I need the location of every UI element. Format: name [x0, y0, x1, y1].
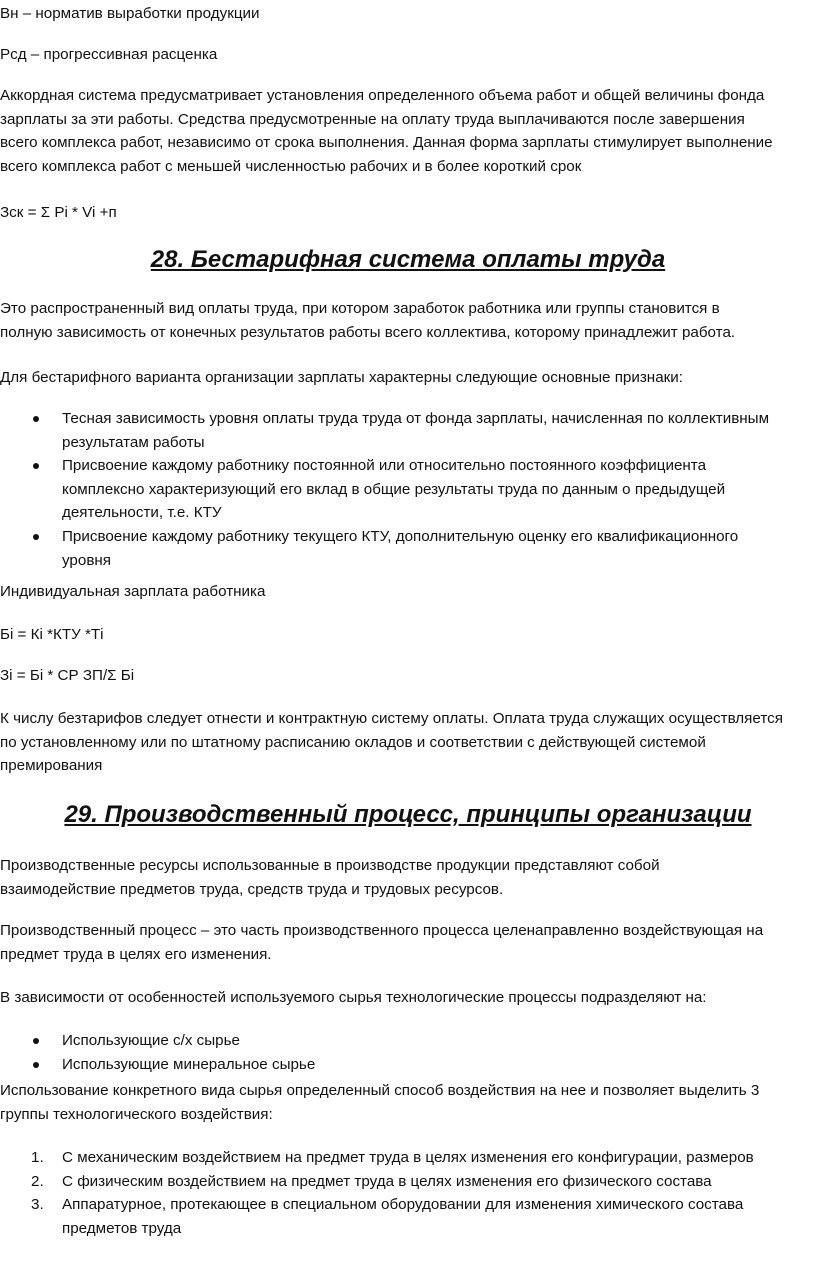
text-line: полную зависимость от конечных результатов работы всего коллектива, которому принадлежит работа. — [0, 323, 736, 341]
features-list — [0, 407, 816, 572]
heading-section-28: 28. Бестарифная система оплаты труда — [150, 246, 666, 273]
text-line: результатам работы — [62, 433, 205, 451]
text-line: Это распространенный вид оплаты труда, при котором заработок работника или группы становится в — [0, 300, 720, 317]
paragraph-features-intro: Для бестарифного варианта организации зарплаты характерны следующие основные признаки: — [0, 369, 683, 386]
text-line: предмет труда в целях его изменения. — [0, 945, 272, 963]
paragraph-accord-system — [0, 84, 812, 178]
list-item — [0, 1053, 816, 1077]
list-item — [0, 1170, 816, 1194]
list-item — [0, 407, 816, 454]
text-line: Производственный процесс – это часть производственного процесса целенаправленно воздействующая на — [0, 922, 764, 939]
bullet-icon — [33, 1038, 39, 1044]
text-line: С физическим воздействием на предмет труда в целях изменения его физического состава — [62, 1172, 712, 1190]
list-item — [0, 1193, 816, 1240]
paragraph-rsd: Рсд – прогрессивная расценка — [0, 46, 218, 63]
bullet-icon — [33, 534, 39, 540]
text-line: Производственные ресурсы использованные в производстве продукции представляют собой — [0, 857, 660, 874]
text-line: всего комплекса работ с меньшей численностью рабочих и в более короткий срок — [0, 157, 582, 175]
text-line: уровня — [62, 551, 111, 569]
formula-zi: Зi = Бi * СР ЗП/Σ Бi — [0, 667, 135, 684]
text-line: Тесная зависимость уровня оплаты труда труда от фонда зарплаты, начисленная по коллективным — [62, 410, 770, 427]
list-number: 3. — [31, 1196, 44, 1214]
text-line: С механическим воздействием на предмет труда в целях изменения его конфигурации, размеров — [62, 1149, 754, 1166]
paragraph-definition — [0, 297, 812, 344]
text-line: Аккордная система предусматривает установления определенного объема работ и общей величины фонда — [0, 87, 765, 104]
list-item — [0, 525, 816, 572]
list-item — [0, 1146, 816, 1170]
impact-groups-list — [0, 1146, 816, 1240]
list-number: 1. — [31, 1149, 44, 1166]
paragraph-resources — [0, 854, 812, 901]
text-line: Использующие минеральное сырье — [62, 1055, 316, 1073]
text-line: зарплаты за эти работы. Средства предусмотренные на оплату труда выплачиваются после завершения — [0, 110, 745, 128]
text-line: взаимодействие предметов труда, средств труда и трудовых ресурсов. — [0, 880, 504, 898]
list-number: 2. — [31, 1172, 44, 1190]
text-line: всего комплекса работ, независимо от срока выполнения. Данная форма зарплаты стимулирует выполнение — [0, 134, 773, 152]
bullet-icon — [33, 463, 39, 469]
paragraph-classification-intro: В зависимости от особенностей используемого сырья технологические процессы подразделяют на: — [0, 989, 707, 1006]
bullet-icon — [33, 1062, 39, 1068]
text-line: Присвоение каждому работнику постоянной или относительно постоянного коэффициента — [62, 457, 707, 475]
paragraph-individual-pay: Индивидуальная зарплата работника — [0, 583, 266, 600]
text-line: Использование конкретного вида сырья определенный способ воздействия на нее и позволяет выделить 3 — [0, 1082, 760, 1099]
text-line: комплексно характеризующий его вклад в общие результаты труда по данным о предыдущей — [62, 480, 726, 498]
text-line: премирования — [0, 757, 103, 775]
text-line: деятельности, т.е. КТУ — [62, 504, 222, 522]
text-line: предметов труда — [62, 1219, 182, 1237]
paragraph-contract-system — [0, 707, 812, 778]
formula-zsk: Зск = Σ Pi * Vi +п — [0, 204, 117, 221]
text-line: Присвоение каждому работнику текущего КТУ, дополнительную оценку его квалификационного — [62, 527, 739, 545]
paragraph-impact-groups — [0, 1079, 812, 1126]
text-line: по установленному или по штатному расписанию окладов и соответствии с действующей системой — [0, 733, 706, 751]
raw-material-list — [0, 1029, 816, 1076]
text-line: группы технологического воздействия: — [0, 1105, 273, 1123]
list-item — [0, 1029, 816, 1053]
formula-bi: Бi = Кi *КТУ *Тi — [0, 626, 104, 643]
text-line: Аппаратурное, протекающее в специальном оборудовании для изменения химического состава — [62, 1196, 744, 1214]
text-line: Использующие с/х сырье — [62, 1032, 240, 1049]
paragraph-process-definition — [0, 919, 812, 966]
bullet-icon — [33, 416, 39, 422]
paragraph-vn: Вн – норматив выработки продукции — [0, 5, 260, 22]
text-line: К числу безтарифов следует отнести и контрактную систему оплаты. Оплата труда служащих осуществляется — [0, 710, 783, 727]
list-item — [0, 454, 816, 525]
heading-section-29: 29. Производственный процесс, принципы организации — [64, 801, 752, 828]
